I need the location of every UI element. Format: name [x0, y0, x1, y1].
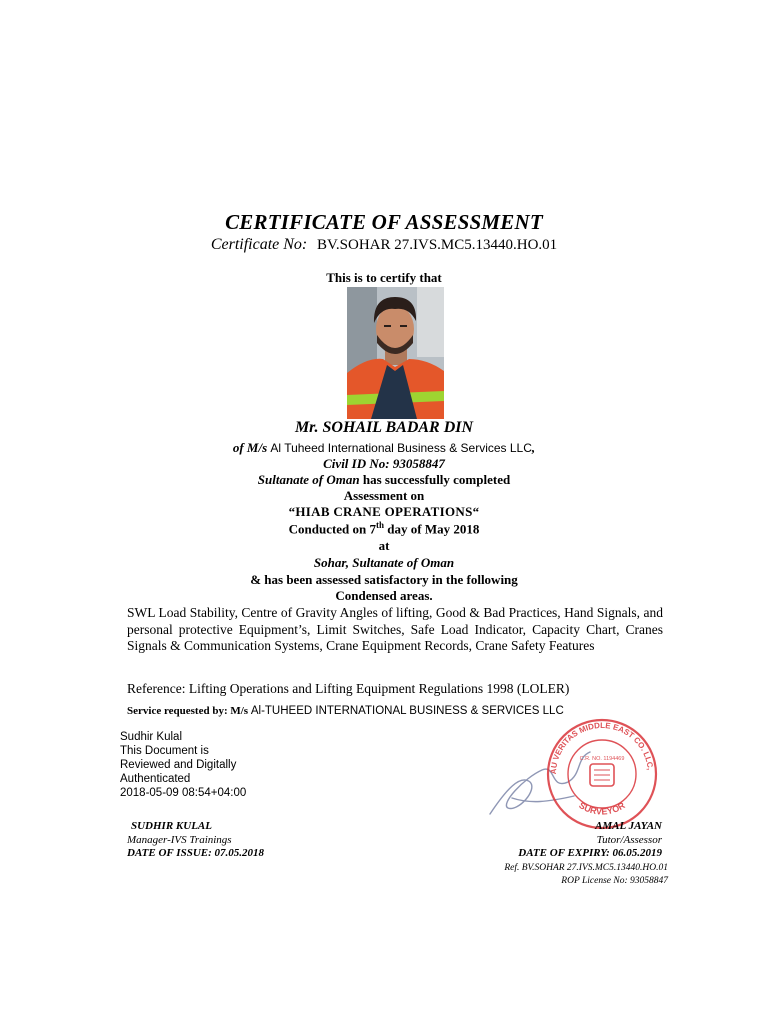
- conducted-date: [0, 520, 768, 537]
- signatory-right-role: Tutor/Assessor: [596, 833, 662, 846]
- company-prefix: of M/s: [232, 440, 268, 455]
- conducted-prefix: Conducted on 7: [288, 521, 377, 537]
- assessment-on: Assessment on: [343, 488, 425, 503]
- civil-id: Civil ID No: 93058847: [323, 456, 445, 471]
- digital-line-1: This Document is: [120, 745, 209, 757]
- completed-line: [0, 472, 768, 488]
- signatory-left: [127, 820, 264, 861]
- completed-text: has successfully completed: [362, 472, 511, 487]
- signatory-right-name: AMAL JAYAN: [595, 820, 662, 832]
- stamp-and-signature: [478, 712, 674, 830]
- digital-signer: Sudhir Kulal: [120, 731, 183, 743]
- assessment-areas: SWL Load Stability, Centre of Gravity Angles of lifting, Good & Bad Practices, Hand Signals, and personal protective Equipment’s, Limit Switches, Safe Load Indicator, Capacity Chart, Cranes Signals & Communication Systems, Crane Equipment Records, Crane Safety Features: [127, 605, 663, 653]
- at-text: at: [378, 538, 390, 553]
- svg-text:BUREAU VERITAS MIDDLE EAST CO.: [478, 712, 655, 775]
- certificate-number-line: [0, 236, 768, 254]
- recipient-photo-illustration: [347, 287, 444, 419]
- svg-text:SURVEYOR: [577, 800, 627, 817]
- condensed-areas: Condensed areas.: [335, 588, 433, 603]
- date-of-issue: DATE OF ISSUE: 07.05.2018: [127, 847, 265, 859]
- certificate-reference: Ref. BV.SOHAR 27.IVS.MC5.13440.HO.01: [504, 863, 668, 873]
- conducted-sup: th: [376, 520, 385, 530]
- conducted-suffix: day of May 2018: [387, 521, 480, 537]
- signature-stamp-graphic: [478, 712, 674, 830]
- recipient-photo: [347, 287, 444, 419]
- reference-numbers: [504, 862, 668, 887]
- assessed-line: & has been assessed satisfactory in the following: [250, 572, 518, 587]
- digital-line-2: Reviewed and Digitally: [120, 759, 237, 771]
- recipient-company-line: [0, 440, 768, 456]
- digital-timestamp: 2018-05-09 08:54+04:00: [120, 787, 247, 799]
- assessment-place: Sohar, Sultanate of Oman: [313, 555, 455, 570]
- digital-signature-block: [120, 730, 246, 800]
- regulation-reference: Reference: Lifting Operations and Lifting Equipment Regulations 1998 (LOLER): [127, 681, 570, 696]
- stamp-center-text: C.R. NO. 1194469: [579, 756, 625, 762]
- stamp-bottom-text: SURVEYOR: [577, 800, 627, 817]
- date-of-expiry: DATE OF EXPIRY: 06.05.2019: [518, 847, 662, 859]
- recipient-name: Mr. SOHAIL BADAR DIN: [294, 419, 474, 436]
- digital-line-3: Authenticated: [120, 773, 191, 785]
- signatory-left-name: SUDHIR KULAL: [131, 820, 212, 832]
- signatory-left-role: Manager-IVS Trainings: [127, 833, 232, 846]
- service-label: Service requested by: M/s: [127, 705, 249, 717]
- company-name: Al Tuheed International Business & Services LLC: [270, 441, 532, 455]
- course-name: “HIAB CRANE OPERATIONS“: [288, 504, 480, 519]
- certificate-title: CERTIFICATE OF ASSESSMENT: [225, 210, 543, 234]
- handwritten-signature: [490, 752, 590, 814]
- rop-license: ROP License No: 93058847: [561, 875, 668, 886]
- certificate-number-label: Certificate No:: [210, 236, 308, 253]
- company-suffix: ,: [531, 440, 536, 455]
- certify-intro: This is to certify that: [326, 270, 442, 285]
- certificate-number: BV.SOHAR 27.IVS.MC5.13440.HO.01: [317, 237, 558, 253]
- signatory-right: [518, 820, 662, 861]
- stamp-top-text: AU VERITAS MIDDLE EAST CO. LLC,: [548, 720, 655, 775]
- recipient-location: Sultanate of Oman: [257, 472, 360, 487]
- service-company: Al-TUHEED INTERNATIONAL BUSINESS & SERVICES LLC: [250, 705, 564, 717]
